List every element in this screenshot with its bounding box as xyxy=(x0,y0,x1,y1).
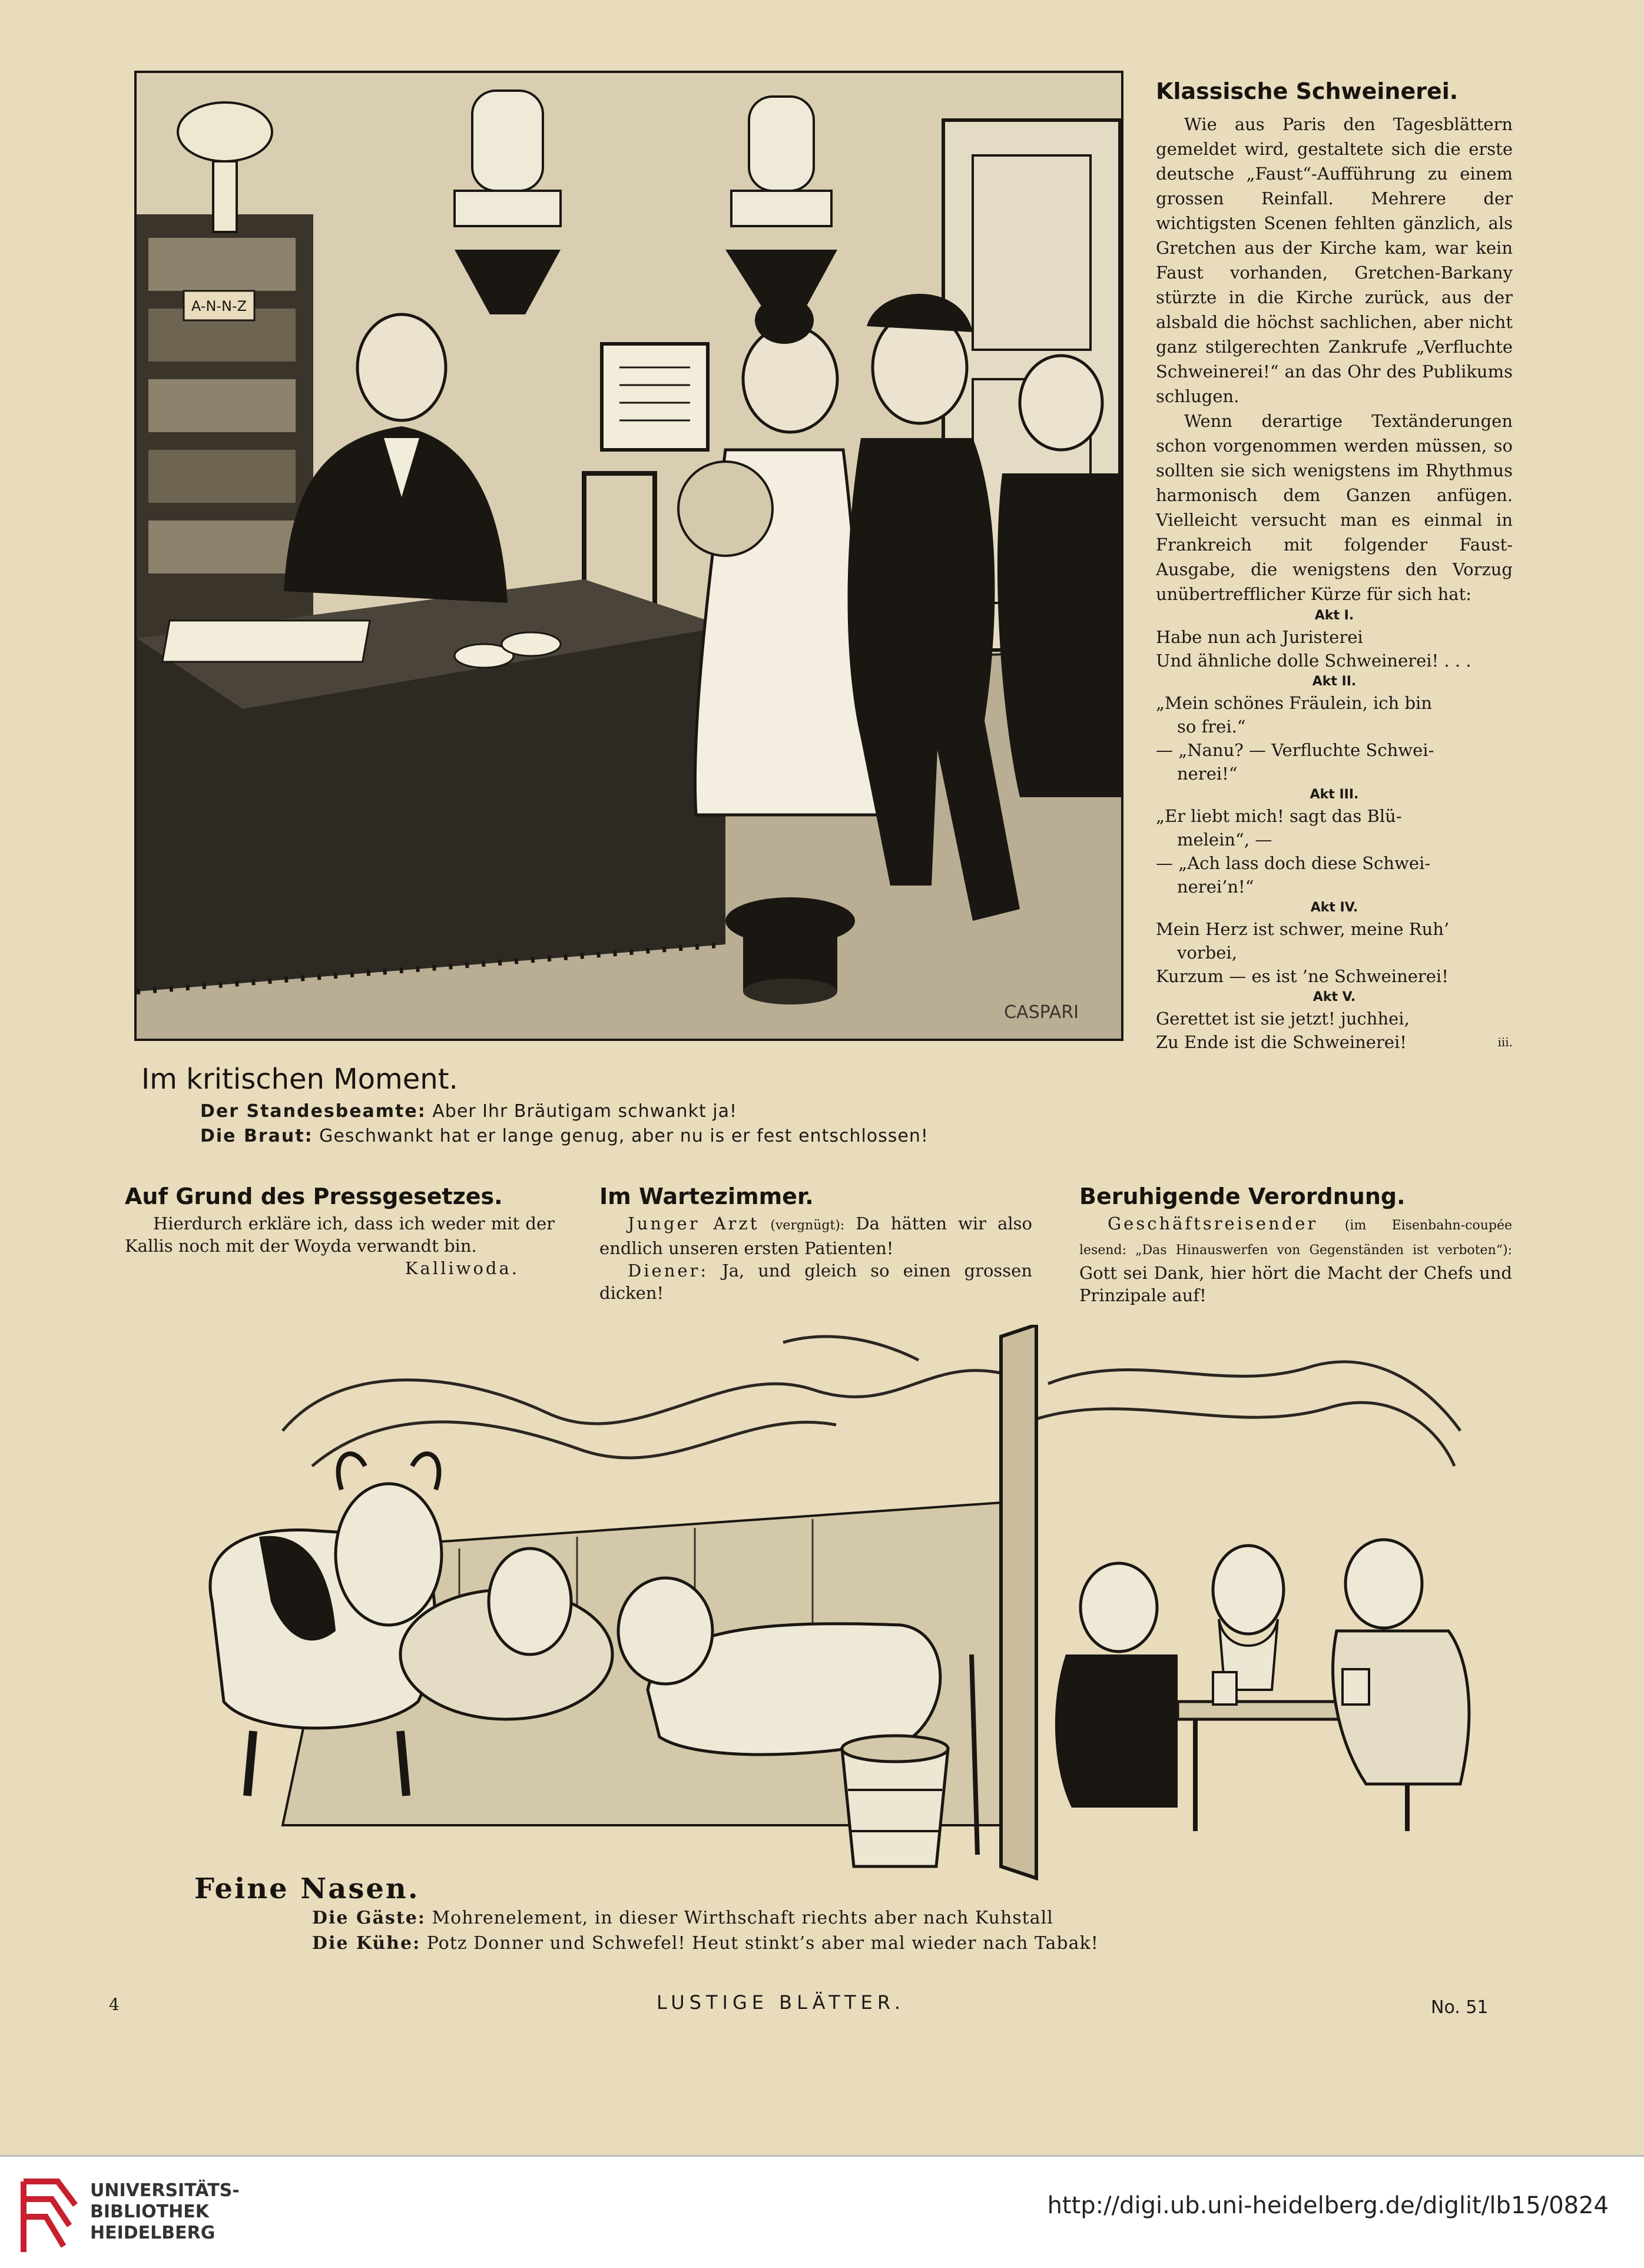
dialogue-text: Gott sei Dank, hier hört die Macht der Chefs und Prinzipale auf! xyxy=(1079,1263,1512,1305)
act-2-label: Akt II. xyxy=(1312,674,1357,689)
book-label: A-N-N-Z xyxy=(191,298,247,314)
verse-line: melein“, — xyxy=(1177,830,1272,850)
act-1-label: Akt I. xyxy=(1314,608,1354,623)
cartoon2-speaker1: Die Gäste: xyxy=(312,1908,426,1928)
column-wartezimmer-line2 xyxy=(599,1259,1032,1304)
library-footer xyxy=(0,2155,1644,2268)
library-name-line2: BIBLIOTHEK xyxy=(90,2201,209,2222)
library-crest-icon xyxy=(16,2170,81,2258)
column-pressgesetz-title: Auf Grund des Pressgesetzes. xyxy=(125,1183,503,1209)
article-signature: iii. xyxy=(1497,1035,1513,1049)
cartoon2-caption-line2 xyxy=(312,1933,1099,1954)
cartoon1-text2: Geschwankt hat er lange genug, aber nu is er fest entschlossen! xyxy=(319,1126,929,1146)
cartoon1-speaker2: Die Braut: xyxy=(200,1126,313,1146)
stage-direction: (vergnügt): xyxy=(770,1218,845,1233)
cartoon1-caption-line1 xyxy=(200,1101,737,1122)
column-wartezimmer-title: Im Wartezimmer. xyxy=(599,1183,814,1209)
act-5-verse xyxy=(1156,1007,1513,1054)
article-paragraph-2: Wenn derartige Textänderungen schon vorgenommen werden müssen, so sollten sie sich wenigstens im Rhythmus harmonisch dem Ganzen anfügen. Vielleicht versucht man es einmal in Frankreich mit folgender Faust-Ausgabe, die wenigstens den Vorzug unübertrefflicher Kürze für sich hat: xyxy=(1156,411,1513,604)
permalink-url[interactable]: http://digi.ub.uni-heidelberg.de/diglit/lb15/0824 xyxy=(1047,2192,1609,2219)
wedding-scene-drawing xyxy=(137,73,1121,1039)
act-4-label: Akt IV. xyxy=(1310,900,1358,915)
verse-line: nerei!“ xyxy=(1177,764,1238,784)
article-klassische-schweinerei xyxy=(1156,77,1513,1054)
masthead: LUSTIGE BLÄTTER. xyxy=(657,1991,906,2014)
act-1-verse xyxy=(1156,625,1513,672)
act-4-verse xyxy=(1156,917,1513,988)
column-wartezimmer-line1 xyxy=(599,1212,1032,1259)
article-paragraph-1: Wie aus Paris den Tagesblättern gemeldet wird, gestaltete sich die erste deutsche „Faust“-Aufführung zu einem grossen Reinfall. Mehrere der wichtigsten Scenen fehlten gänzlich, als Gretchen aus der Kirche kam, war kein Faust vorhanden, Gretchen-Barkany stürzte in die Kirche zurück, aus der alsbald die höchst sachlichen, aber nicht ganz stilgerechten Zankrufe „Verfluchte Schweinerei!“ an das Ohr des Publikums schlugen. xyxy=(1156,114,1513,406)
top-hat xyxy=(725,897,855,1004)
verse-line: Kurzum — es ist ’ne Schweinerei! xyxy=(1156,966,1449,986)
dialogue-text: Da hätten wir also endlich unseren ersten Patienten! xyxy=(599,1213,1032,1258)
verse-line: Habe nun ach Juristerei xyxy=(1156,627,1363,647)
cartoon2-speaker2: Die Kühe: xyxy=(312,1933,421,1954)
act-3-verse xyxy=(1156,804,1513,898)
column-pressgesetz-text: Hierdurch erkläre ich, dass ich weder mit der Kallis noch mit der Woyda verwandt bin. xyxy=(125,1213,555,1256)
column-verordnung-text xyxy=(1079,1212,1512,1307)
cartoon1-text1: Aber Ihr Bräutigam schwankt ja! xyxy=(432,1101,737,1122)
article-title: Klassische Schweinerei. xyxy=(1156,78,1459,104)
verse-line xyxy=(1156,1030,1513,1054)
column-verordnung xyxy=(1079,1181,1512,1307)
act-2-verse xyxy=(1156,691,1513,785)
verse-final-line: Zu Ende ist die Schweinerei! xyxy=(1156,1032,1407,1052)
cartoon2-text2: Potz Donner und Schwefel! Heut stinkt’s aber mal wieder nach Tabak! xyxy=(426,1933,1099,1954)
tavern-guests xyxy=(1055,1540,1469,1831)
cartoon1-title: Im kritischen Moment. xyxy=(141,1063,458,1096)
speaker-label: Geschäftsreisender xyxy=(1108,1213,1318,1234)
library-name-line3: HEIDELBERG xyxy=(90,2223,216,2243)
cartoon2-title: Feine Nasen. xyxy=(194,1872,420,1905)
page-number: 4 xyxy=(109,1995,120,2014)
verse-line: so frei.“ xyxy=(1177,717,1246,737)
cartoon2-text1: Mohrenelement, in dieser Wirthschaft riechts aber nach Kuhstall xyxy=(432,1908,1053,1928)
verse-line: Und ähnliche dolle Schweinerei! . . . xyxy=(1156,651,1471,671)
verse-line: nerei’n!“ xyxy=(1177,877,1254,897)
column-verordnung-title: Beruhigende Verordnung. xyxy=(1079,1183,1406,1209)
cowshed-scene-drawing xyxy=(165,1325,1490,1884)
verse-line: — „Nanu? — Verfluchte Schwei- xyxy=(1156,740,1434,760)
issue-number: No. 51 xyxy=(1431,1997,1489,2018)
library-logo[interactable] xyxy=(16,2170,252,2258)
wooden-bucket xyxy=(842,1736,948,1866)
cartoon2-caption-line1 xyxy=(312,1908,1053,1928)
verse-line: „Er liebt mich! sagt das Blü- xyxy=(1156,806,1402,826)
cartoon-cowshed-illustration xyxy=(165,1325,1490,1884)
library-name-line1: UNIVERSITÄTS- xyxy=(90,2180,240,2201)
verse-line: vorbei, xyxy=(1177,943,1237,963)
verse-line: Mein Herz ist schwer, meine Ruh’ xyxy=(1156,919,1450,939)
cartoon1-caption-line2 xyxy=(200,1126,929,1146)
act-3-label: Akt III. xyxy=(1310,787,1359,802)
cartoon1-speaker1: Der Standesbeamte: xyxy=(200,1101,426,1122)
cartoon-wedding-illustration xyxy=(134,71,1123,1041)
column-wartezimmer xyxy=(599,1181,1032,1304)
column-pressgesetz-signature: Kalliwoda. xyxy=(405,1258,519,1278)
stage-direction: (im Eisenbahn-coupée lesend: „Das Hinauswerfen von Gegenständen ist verboten“): xyxy=(1079,1218,1512,1258)
verse-line: „Mein schönes Fräulein, ich bin xyxy=(1156,693,1432,713)
artist-signature: CASPARI xyxy=(1004,1002,1079,1023)
column-pressgesetz xyxy=(125,1181,555,1279)
verse-line: — „Ach lass doch diese Schwei- xyxy=(1156,853,1431,873)
speaker-label: Diener: xyxy=(628,1261,709,1281)
verse-line: Gerettet ist sie jetzt! juchhei, xyxy=(1156,1009,1410,1029)
act-5-label: Akt V. xyxy=(1312,990,1356,1004)
dialogue-text: Ja, und gleich so einen grossen dicken! xyxy=(599,1261,1033,1303)
speaker-label: Junger Arzt xyxy=(628,1213,760,1234)
